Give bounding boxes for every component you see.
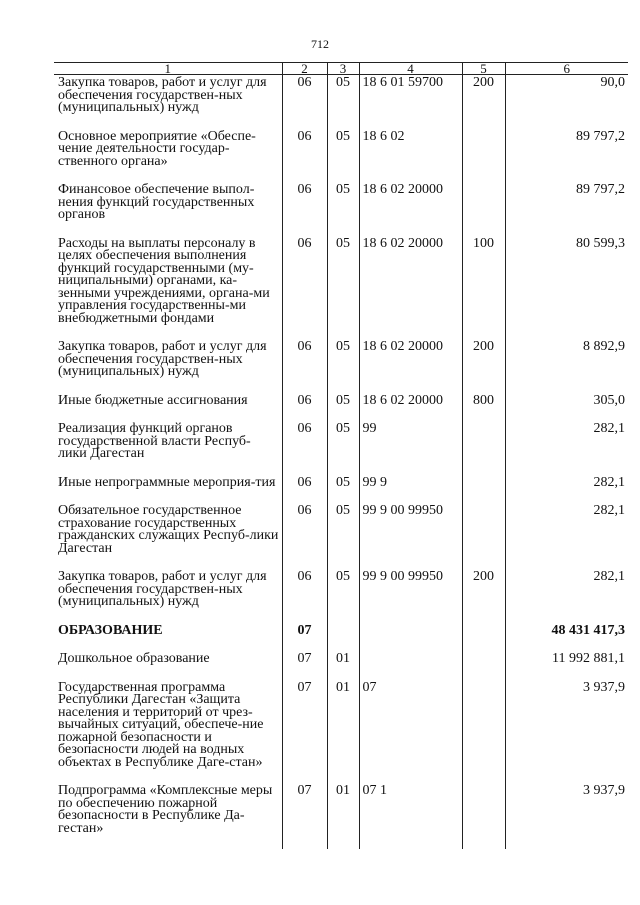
budget-table: [54, 62, 628, 849]
row-subsection: 01: [327, 783, 359, 849]
table-row: [54, 569, 628, 623]
row-target-article: [359, 623, 462, 652]
table-row: [54, 129, 628, 183]
row-expense-type: [462, 783, 505, 849]
row-section: 06: [282, 182, 327, 236]
row-target-article: 99 9 00 99950: [359, 503, 462, 569]
row-target-article: 18 6 02: [359, 129, 462, 183]
table-row: [54, 783, 628, 849]
table-row: [54, 421, 628, 475]
row-expense-type: [462, 182, 505, 236]
row-name: Основное мероприятие «Обеспе-чение деятельности государ-ственного органа»: [58, 128, 256, 169]
row-amount: 3 937,9: [505, 783, 628, 849]
table-row: [54, 503, 628, 569]
row-expense-type: 100: [462, 236, 505, 340]
table-row: [54, 236, 628, 340]
row-expense-type: [462, 129, 505, 183]
row-amount: 48 431 417,3: [505, 623, 628, 652]
row-target-article: 07: [359, 680, 462, 784]
row-target-article: [359, 651, 462, 680]
header-col-5: 5: [462, 63, 505, 75]
header-col-6: 6: [505, 63, 628, 75]
row-section: 07: [282, 680, 327, 784]
row-section: 06: [282, 129, 327, 183]
row-expense-type: [462, 503, 505, 569]
row-subsection: 05: [327, 393, 359, 422]
row-subsection: 05: [327, 503, 359, 569]
row-amount: 80 599,3: [505, 236, 628, 340]
table-row: [54, 182, 628, 236]
table-row: [54, 680, 628, 784]
header-col-1: 1: [54, 63, 282, 75]
row-subsection: 05: [327, 182, 359, 236]
table-row: [54, 393, 628, 422]
row-expense-type: 200: [462, 569, 505, 623]
row-section: 06: [282, 236, 327, 340]
row-expense-type: [462, 680, 505, 784]
table-row: [54, 75, 628, 129]
table-row: [54, 651, 628, 680]
row-amount: 8 892,9: [505, 339, 628, 393]
row-amount: 305,0: [505, 393, 628, 422]
row-subsection: 01: [327, 680, 359, 784]
row-subsection: 05: [327, 475, 359, 504]
row-target-article: 99 9 00 99950: [359, 569, 462, 623]
row-amount: 90,0: [505, 75, 628, 129]
row-name: Государственная программа Республики Дагестан «Защита населения и территорий от чрез-вычайных ситуаций, обеспече-ние пожарной безопасности и безопасности людей на водных объектах в Республике Даге-стан»: [58, 679, 264, 770]
row-expense-type: [462, 623, 505, 652]
row-amount: 3 937,9: [505, 680, 628, 784]
row-amount: 282,1: [505, 569, 628, 623]
row-name: ОБРАЗОВАНИЕ: [58, 622, 163, 638]
row-name: Дошкольное образование: [58, 651, 210, 666]
row-section: 06: [282, 339, 327, 393]
row-name: Реализация функций органов государственной власти Респуб-лики Дагестан: [58, 421, 251, 461]
row-section: 07: [282, 623, 327, 652]
row-subsection: [327, 623, 359, 652]
table-body: [54, 75, 628, 850]
row-amount: 11 992 881,1: [505, 651, 628, 680]
row-name: Закупка товаров, работ и услуг для обеспечения государствен-ных (муниципальных) нужд: [58, 339, 267, 379]
row-section: 06: [282, 503, 327, 569]
row-name: Закупка товаров, работ и услуг для обеспечения государствен-ных (муниципальных) нужд: [58, 569, 267, 609]
row-subsection: 05: [327, 339, 359, 393]
row-target-article: 07 1: [359, 783, 462, 849]
row-section: 07: [282, 783, 327, 849]
header-col-2: 2: [282, 63, 327, 75]
row-subsection: 05: [327, 236, 359, 340]
row-amount: 282,1: [505, 475, 628, 504]
row-expense-type: 200: [462, 339, 505, 393]
row-subsection: 05: [327, 129, 359, 183]
row-subsection: 05: [327, 421, 359, 475]
row-section: 06: [282, 393, 327, 422]
row-name: Расходы на выплаты персоналу в целях обеспечения выполнения функций государственными (му-ниципальными) органами, ка-зенными учреждениями, органа-ми управления государственны-ми внебюджетными фондами: [58, 235, 270, 326]
row-amount: 282,1: [505, 503, 628, 569]
row-section: 06: [282, 421, 327, 475]
row-name: Финансовое обеспечение выпол-нения функций государственных органов: [58, 182, 255, 222]
row-section: 06: [282, 75, 327, 129]
row-subsection: 05: [327, 569, 359, 623]
row-expense-type: 800: [462, 393, 505, 422]
row-expense-type: [462, 421, 505, 475]
header-row: [54, 63, 628, 75]
row-target-article: 99 9: [359, 475, 462, 504]
row-expense-type: [462, 651, 505, 680]
row-section: 07: [282, 651, 327, 680]
row-expense-type: 200: [462, 75, 505, 129]
header-col-3: 3: [327, 63, 359, 75]
row-expense-type: [462, 475, 505, 504]
row-amount: 282,1: [505, 421, 628, 475]
table-row: [54, 623, 628, 652]
row-subsection: 05: [327, 75, 359, 129]
row-name: Иные бюджетные ассигнования: [58, 392, 248, 408]
row-amount: 89 797,2: [505, 182, 628, 236]
row-target-article: 18 6 02 20000: [359, 236, 462, 340]
row-target-article: 18 6 02 20000: [359, 182, 462, 236]
page-number: 712: [311, 37, 329, 51]
row-target-article: 18 6 01 59700: [359, 75, 462, 129]
table-row: [54, 475, 628, 504]
row-target-article: 18 6 02 20000: [359, 393, 462, 422]
row-name: Иные непрограммные мероприя-тия: [58, 474, 276, 490]
row-name: Закупка товаров, работ и услуг для обеспечения государствен-ных (муниципальных) нужд: [58, 75, 267, 115]
row-target-article: 99: [359, 421, 462, 475]
row-subsection: 01: [327, 651, 359, 680]
row-target-article: 18 6 02 20000: [359, 339, 462, 393]
row-section: 06: [282, 475, 327, 504]
row-name: Подпрограмма «Комплексные меры по обеспечению пожарной безопасности в Республике Да-гестан»: [58, 783, 273, 836]
table-row: [54, 339, 628, 393]
row-section: 06: [282, 569, 327, 623]
row-amount: 89 797,2: [505, 129, 628, 183]
header-col-4: 4: [359, 63, 462, 75]
row-name: Обязательное государственное страхование государственных гражданских служащих Респуб-лики Дагестан: [58, 503, 279, 556]
